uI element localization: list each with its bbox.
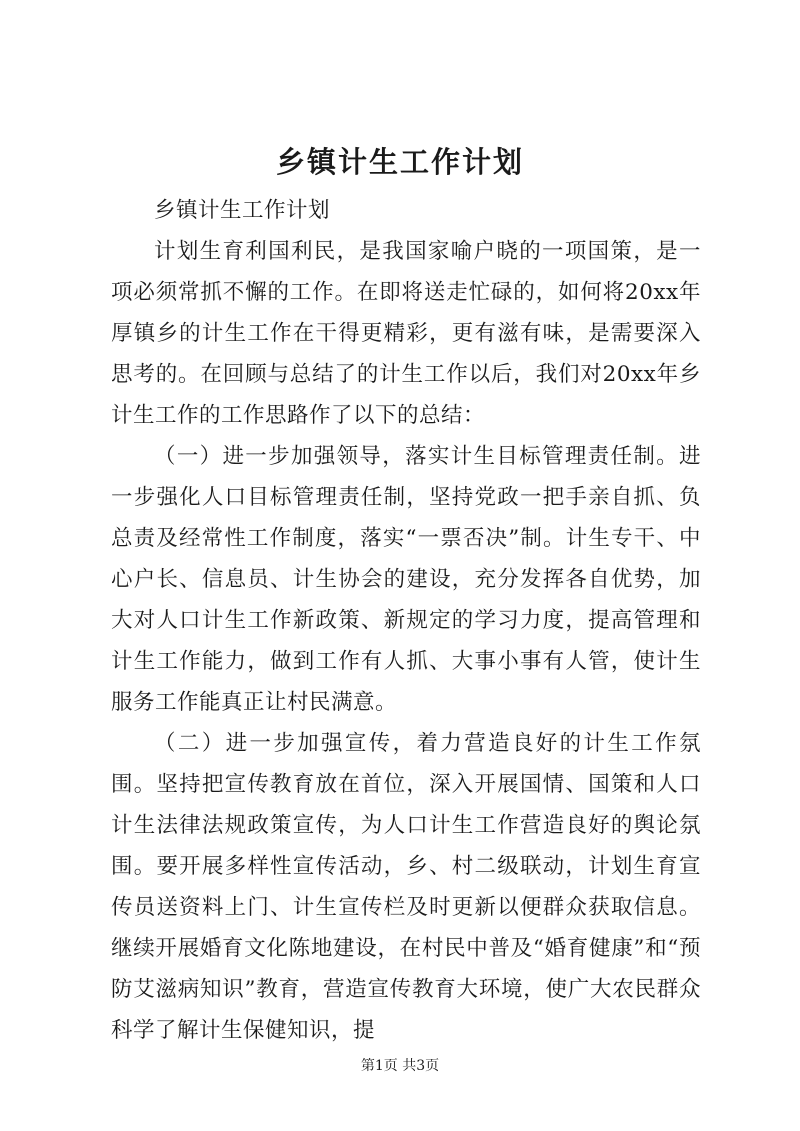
document-body	[111, 190, 701, 1051]
paragraph-subtitle: 乡镇计生工作计划	[154, 198, 331, 223]
paragraph-section-2: （二）进一步加强宣传，着力营造良好的计生工作氛围。坚持把宣传教育放在首位，深入开展国情、国策和人口计生法律法规政策宣传，为人口计生工作营造良好的舆论氛围。要开展多样性宣传活动，乡、村二级联动，计划生育宣传员送资料上门、计生宣传栏及时更新以便群众获取信息。继续开展婚育文化陈地建设，在村民中普及“婚育健康”和“预防艾滋病知识”教育，营造宣传教育大环境，使广大农民群众科学了解计生保健知识，提	[111, 731, 701, 1043]
paragraph-section-1: （一）进一步加强领导，落实计生目标管理责任制。进一步强化人口目标管理责任制，坚持党政一把手亲自抓、负总责及经常性工作制度，落实“一票否决”制。计生专干、中心户长、信息员、计生协会的建设，充分发挥各自优势，加大对人口计生工作新政策、新规定的学习力度，提高管理和计生工作能力，做到工作有人抓、大事小事有人管，使计生服务工作能真正让村民满意。	[111, 444, 701, 715]
page-footer: 第1页 共3页	[360, 1058, 440, 1074]
document-title: 乡镇计生工作计划	[275, 145, 524, 179]
paragraph-intro: 计划生育利国利民，是我国家喻户晓的一项国策，是一项必须常抓不懈的工作。在即将送走忙碌的，如何将20xx年厚镇乡的计生工作在干得更精彩，更有滋有味，是需要深入思考的。在回顾与总结了的计生工作以后，我们对20xx年乡计生工作的工作思路作了以下的总结：	[111, 239, 701, 428]
